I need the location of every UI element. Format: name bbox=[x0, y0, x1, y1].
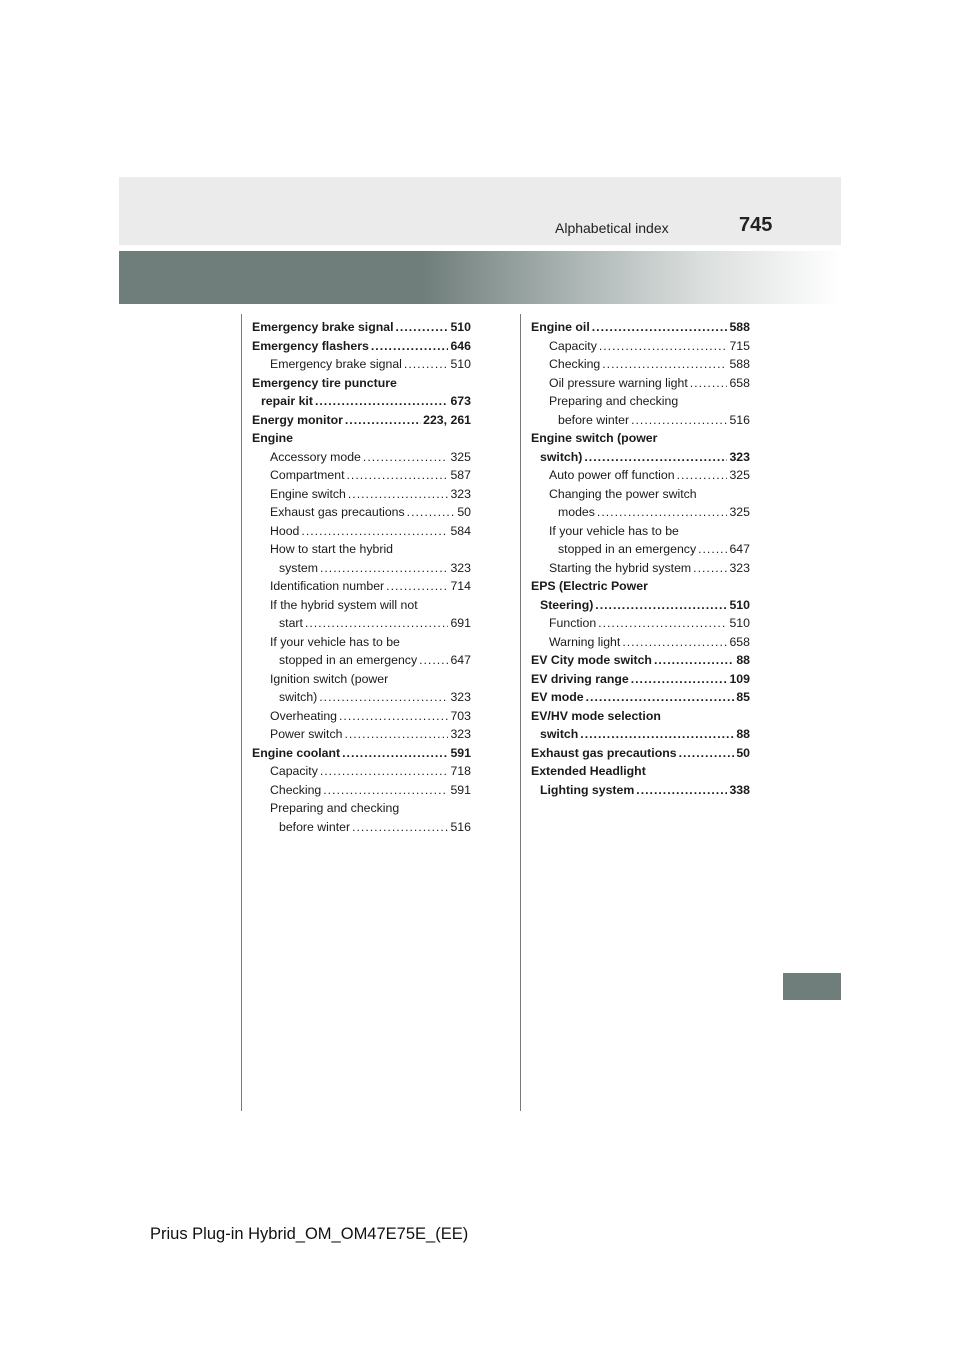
entry-term-continued: before winter bbox=[279, 819, 351, 834]
index-entry bbox=[252, 374, 471, 411]
entry-term-continued: Steering) bbox=[540, 597, 594, 612]
entry-page: 323 bbox=[450, 727, 471, 741]
entry-term-continued: stopped in an emergency bbox=[279, 653, 418, 667]
entry-page: 323 bbox=[729, 449, 750, 464]
entry-term: Auto power off function bbox=[549, 468, 675, 482]
entry-page: 658 bbox=[729, 375, 750, 390]
footer-document-id: Prius Plug-in Hybrid_OM_OM47E75E_(EE) bbox=[150, 1225, 469, 1243]
index-subentry bbox=[252, 707, 471, 726]
entry-term: Engine oil bbox=[531, 320, 590, 334]
entry-page: 323 bbox=[450, 690, 471, 704]
index-subentry bbox=[252, 448, 471, 467]
entry-page: 510 bbox=[729, 597, 750, 612]
index-subentry bbox=[252, 799, 471, 836]
index-subentry bbox=[531, 337, 750, 356]
entry-term: Warning light bbox=[549, 634, 621, 649]
entry-page: 223, 261 bbox=[423, 412, 471, 427]
index-subentry bbox=[531, 392, 750, 429]
entry-page: 658 bbox=[729, 634, 750, 649]
entry-page: 323 bbox=[450, 486, 471, 501]
index-subentry bbox=[252, 781, 471, 800]
entry-term: EPS (Electric Power bbox=[531, 579, 648, 593]
entry-term-continued: system bbox=[279, 560, 318, 575]
entry-term: If your vehicle has to be bbox=[270, 634, 400, 649]
index-entry bbox=[531, 670, 750, 689]
entry-term: Exhaust gas precautions bbox=[270, 505, 405, 519]
entry-term: EV driving range bbox=[531, 671, 629, 686]
entry-term: Preparing and checking bbox=[270, 801, 400, 815]
entry-page: 325 bbox=[729, 505, 750, 519]
index-entry bbox=[531, 707, 750, 744]
index-column-2 bbox=[531, 318, 750, 799]
header-gradient-bar bbox=[119, 251, 841, 304]
index-entry bbox=[531, 429, 750, 466]
index-subentry bbox=[252, 503, 471, 522]
entry-term: Changing the power switch bbox=[549, 486, 697, 501]
entry-term: Capacity bbox=[549, 338, 597, 353]
index-subentry bbox=[252, 355, 471, 374]
entry-term: If your vehicle has to be bbox=[549, 523, 679, 538]
entry-page: 718 bbox=[450, 764, 471, 778]
index-subentry bbox=[252, 485, 471, 504]
entry-term: Emergency flashers bbox=[252, 338, 369, 353]
index-subentry bbox=[252, 762, 471, 781]
entry-term: Emergency brake signal bbox=[270, 357, 402, 371]
entry-term: Extended Headlight bbox=[531, 764, 646, 778]
entry-term-continued: modes bbox=[558, 505, 595, 519]
entry-page: 584 bbox=[450, 523, 471, 538]
entry-term: Identification number bbox=[270, 579, 385, 593]
header-band bbox=[119, 177, 841, 245]
entry-page: 646 bbox=[450, 338, 471, 353]
column-divider bbox=[520, 314, 521, 1111]
entry-page: 516 bbox=[450, 819, 471, 834]
entry-term: Oil pressure warning light bbox=[549, 375, 688, 390]
index-entry bbox=[531, 651, 750, 670]
entry-page: 338 bbox=[729, 782, 750, 797]
index-subentry bbox=[531, 633, 750, 652]
index-subentry bbox=[252, 540, 471, 577]
entry-term: Function bbox=[549, 616, 597, 630]
entry-page: 109 bbox=[729, 671, 750, 686]
entry-page: 323 bbox=[729, 560, 750, 575]
index-entry bbox=[252, 744, 471, 763]
index-entry bbox=[252, 318, 471, 337]
entry-page: 714 bbox=[450, 579, 471, 593]
entry-term: Power switch bbox=[270, 727, 343, 741]
entry-term-continued: start bbox=[279, 616, 303, 630]
index-subentry bbox=[531, 355, 750, 374]
column-divider bbox=[241, 314, 242, 1111]
entry-page: 88 bbox=[736, 727, 750, 741]
entry-page: 647 bbox=[729, 542, 750, 556]
entry-term-continued: repair kit bbox=[261, 394, 313, 408]
section-title: Alphabetical index bbox=[555, 220, 669, 236]
entry-page: 325 bbox=[729, 468, 750, 482]
entry-page: 715 bbox=[729, 338, 750, 353]
entry-page: 50 bbox=[457, 505, 471, 519]
chapter-tab-marker bbox=[783, 973, 841, 1000]
index-subentry bbox=[531, 522, 750, 559]
entry-term-continued: switch) bbox=[279, 690, 318, 704]
entry-term: Exhaust gas precautions bbox=[531, 745, 677, 760]
entry-term-continued: Lighting system bbox=[540, 782, 635, 797]
index-subentry bbox=[252, 522, 471, 541]
entry-page: 50 bbox=[736, 745, 750, 760]
entry-term: Emergency tire puncture bbox=[252, 375, 397, 390]
entry-term: Engine switch bbox=[270, 486, 346, 501]
index-entry bbox=[531, 318, 750, 337]
entry-page: 510 bbox=[450, 357, 471, 371]
index-subentry bbox=[531, 614, 750, 633]
index-subentry bbox=[531, 374, 750, 393]
entry-page: 88 bbox=[736, 653, 750, 667]
entry-page: 588 bbox=[729, 357, 750, 371]
entry-term: EV/HV mode selection bbox=[531, 708, 661, 723]
index-entry bbox=[252, 337, 471, 356]
index-subentry bbox=[252, 670, 471, 707]
index-subentry bbox=[252, 466, 471, 485]
entry-page: 673 bbox=[450, 394, 471, 408]
entry-page: 703 bbox=[450, 708, 471, 723]
entry-term: Checking bbox=[270, 782, 322, 797]
page-number: 745 bbox=[739, 214, 773, 236]
index-entry bbox=[252, 411, 471, 430]
entry-term-continued: switch bbox=[540, 727, 579, 741]
entry-term: Engine bbox=[252, 431, 293, 445]
entry-page: 510 bbox=[729, 616, 750, 630]
entry-term: Checking bbox=[549, 357, 601, 371]
index-entry bbox=[531, 688, 750, 707]
index-subentry bbox=[531, 485, 750, 522]
entry-term: Capacity bbox=[270, 764, 318, 778]
entry-page: 510 bbox=[450, 320, 471, 334]
entry-term: EV City mode switch bbox=[531, 653, 652, 667]
entry-term-continued: switch) bbox=[540, 449, 583, 464]
entry-term: EV mode bbox=[531, 690, 584, 704]
entry-term-continued: before winter bbox=[558, 412, 630, 427]
entry-page: 647 bbox=[450, 653, 471, 667]
entry-page: 691 bbox=[450, 616, 471, 630]
index-entry bbox=[531, 744, 750, 763]
entry-term: Energy monitor bbox=[252, 412, 343, 427]
entry-page: 516 bbox=[729, 412, 750, 427]
index-column-1 bbox=[252, 318, 471, 836]
entry-page: 325 bbox=[450, 449, 471, 464]
entry-term: Starting the hybrid system bbox=[549, 560, 692, 575]
index-subentry bbox=[531, 559, 750, 578]
index-entry bbox=[531, 577, 750, 614]
entry-term: Emergency brake signal bbox=[252, 320, 394, 334]
entry-term: Hood bbox=[270, 523, 300, 538]
entry-term-continued: stopped in an emergency bbox=[558, 542, 697, 556]
entry-term: Preparing and checking bbox=[549, 394, 679, 408]
entry-term: Engine coolant bbox=[252, 745, 341, 760]
entry-term: Accessory mode bbox=[270, 449, 361, 464]
index-entry bbox=[252, 429, 471, 448]
index-subentry bbox=[252, 577, 471, 596]
entry-page: 85 bbox=[736, 690, 750, 704]
entry-page: 587 bbox=[450, 468, 471, 482]
index-subentry bbox=[531, 466, 750, 485]
entry-term: If the hybrid system will not bbox=[270, 597, 418, 612]
entry-page: 323 bbox=[450, 560, 471, 575]
entry-term: Engine switch (power bbox=[531, 431, 658, 445]
index-subentry bbox=[252, 725, 471, 744]
entry-term: Overheating bbox=[270, 708, 337, 723]
index-subentry bbox=[252, 633, 471, 670]
entry-page: 588 bbox=[729, 320, 750, 334]
entry-term: How to start the hybrid bbox=[270, 542, 394, 556]
entry-page: 591 bbox=[450, 745, 471, 760]
index-subentry bbox=[252, 596, 471, 633]
entry-term: Compartment bbox=[270, 468, 345, 482]
entry-term: Ignition switch (power bbox=[270, 671, 389, 686]
index-entry bbox=[531, 762, 750, 799]
entry-page: 591 bbox=[450, 782, 471, 797]
